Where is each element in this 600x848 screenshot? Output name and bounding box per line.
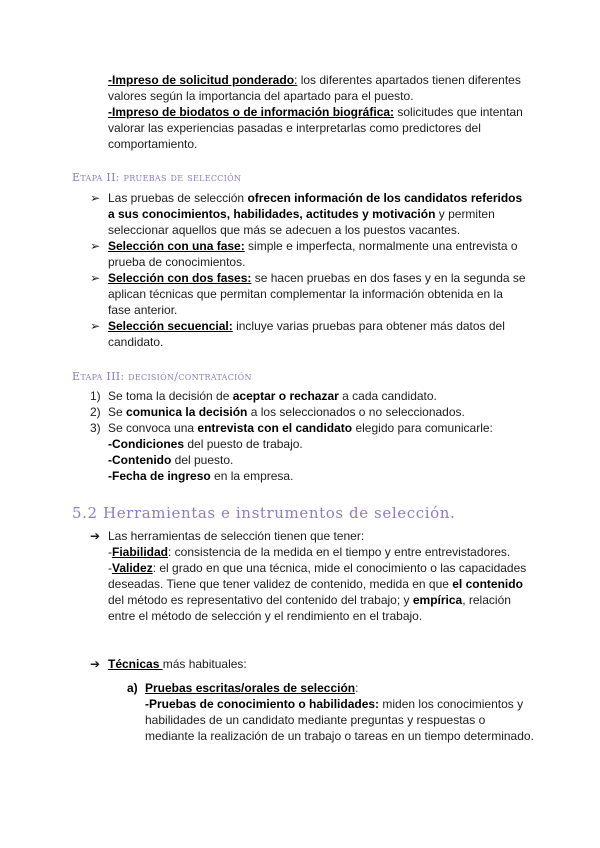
pruebas-escritas-title: Pruebas escritas/orales de selección (145, 681, 356, 695)
etapa-3-item-3-text-c: elegido para comunicarle: (352, 421, 493, 435)
etapa-2-item-1-bold: ofrecen información de los candidatos referidos a sus conocimientos, habilidades, actitudes y motivación (108, 191, 523, 221)
etapa-2-item-2 (108, 238, 528, 270)
pruebas-conocimiento-text: miden los conocimientos y habilidades de un candidato mediante preguntas y respuestas o mediante la realización de un trabajo o tareas en un tiempo determinado. (145, 697, 534, 743)
etapa-3-item-3-bold: entrevista con el candidato (197, 421, 353, 435)
seleccion-dos-fases-term: Selección con dos fases: (108, 271, 252, 285)
bullet-icon: ➢ (90, 239, 101, 253)
etapa-2-item-1-text-c: y permiten seleccionar aquellos que más se adecuen a los puestos vacantes. (108, 207, 495, 237)
tecnicas-text: más habituales: (162, 657, 247, 671)
contenido-line (108, 452, 528, 468)
etapa-3-item-1-bold: aceptar o rechazar (232, 389, 339, 403)
etapa-3-item-2-text-c: a los seleccionados o no seleccionados. (247, 405, 465, 419)
condiciones-line (108, 436, 528, 452)
list-number: 3) (90, 421, 101, 435)
etapa-2-item-4 (108, 318, 528, 350)
etapa-3-item-1-text-a: Se toma la decisión de (108, 389, 233, 403)
pruebas-escritas-colon: : (355, 681, 359, 695)
el-contenido-term: el contenido (452, 577, 523, 591)
impreso-ponderado-term: -Impreso de solicitud ponderado (108, 73, 295, 87)
list-number: 2) (90, 405, 101, 419)
validez-text-c: , relación entre el método de selección y el rendimiento en el trabajo. (108, 593, 511, 623)
condiciones-text: del puesto de trabajo. (184, 437, 303, 451)
impreso-ponderado-text: los diferentes apartados tienen diferentes valores según la importancia del apartado para el puesto. (108, 73, 521, 103)
validez-term: Validez (112, 561, 153, 575)
seleccion-una-fase-text: simple e imperfecta, normalmente una entrevista o prueba de conocimientos. (108, 239, 518, 269)
condiciones-term: -Condiciones (108, 437, 185, 451)
fecha-ingreso-text: en la empresa. (210, 469, 294, 483)
bullet-icon: ➢ (90, 319, 101, 333)
etapa-2-item-1 (108, 190, 528, 238)
bullet-icon: ➢ (90, 271, 101, 285)
pruebas-conocimiento-paragraph (145, 696, 535, 744)
pruebas-conocimiento-term: -Pruebas de conocimiento o habilidades: (145, 697, 380, 711)
etapa-3-item-2-bold: comunica la decisión (126, 405, 248, 419)
impreso-biodatos-term: -Impreso de biodatos o de información biográfica: (108, 105, 395, 119)
seleccion-secuencial-text: incluye varias pruebas para obtener más datos del candidato. (108, 319, 505, 349)
etapa-3-item-1-text-c: a cada candidato. (338, 389, 437, 403)
contenido-text: del puesto. (171, 453, 234, 467)
fiabilidad-term: Fiabilidad (112, 545, 169, 559)
etapa-3-item-2 (108, 404, 528, 420)
etapa-3-item-3 (108, 420, 528, 436)
seleccion-secuencial-term: Selección secuencial: (108, 319, 233, 333)
etapa-3-heading: Etapa III: decisión/contratación (72, 370, 252, 383)
validez-dash: - (108, 561, 112, 575)
arrow-icon: ➔ (90, 529, 101, 543)
empirica-term: empírica (412, 593, 463, 607)
etapa-3-item-2-text-a: Se (108, 405, 127, 419)
fiabilidad-dash: - (108, 545, 112, 559)
tecnicas-term: Técnicas (108, 657, 163, 671)
fecha-ingreso-line (108, 468, 528, 484)
arrow-icon: ➔ (90, 657, 101, 671)
validez-text-a: : el grado en que una técnica, mide el conocimiento o las capacidades deseadas. Tiene que tener validez de contenido, medida en que (108, 561, 527, 591)
section-5-2-title: 5.2 Herramientas e instrumentos de selección. (72, 504, 456, 522)
fecha-ingreso-term: -Fecha de ingreso (108, 469, 211, 483)
seleccion-una-fase-term: Selección con una fase: (108, 239, 245, 253)
impreso-ponderado-paragraph: -Impreso de solicitud ponderado: los diferentes apartados tienen diferentes valores según la importancia del apartado para el puesto. (108, 73, 521, 103)
validez-text-b: del método es representativo del contenido del trabajo; y (108, 593, 413, 607)
list-number: 1) (90, 389, 101, 403)
etapa-3-item-1 (108, 388, 528, 404)
validez-paragraph (108, 560, 528, 624)
fiabilidad-line (108, 544, 528, 560)
etapa-2-heading: Etapa II: pruebas de selección (72, 171, 242, 184)
etapa-2-item-3 (108, 270, 528, 318)
impreso-biodatos-paragraph (108, 104, 528, 152)
impreso-biodatos-text: solicitudes que intentan valorar las experiencias pasadas e interpretarlas como predictores del comportamiento. (108, 105, 523, 151)
etapa-2-item-1-text-a: Las pruebas de selección (108, 191, 248, 205)
seleccion-dos-fases-text: se hacen pruebas en dos fases y en la segunda se aplican técnicas que permitan complementar la información obtenida en la fase anterior. (108, 271, 526, 317)
list-letter: a) (127, 681, 138, 695)
bullet-icon: ➢ (90, 191, 101, 205)
etapa-3-item-3-text-a: Se convoca una (108, 421, 198, 435)
herramientas-intro: Las herramientas de selección tienen que tener: (108, 529, 365, 543)
contenido-term: -Contenido (108, 453, 172, 467)
tecnicas-line (108, 656, 528, 672)
pruebas-escritas-title-line (145, 680, 535, 696)
fiabilidad-text: : consistencia de la medida en el tiempo y entre entrevistadores. (168, 545, 511, 559)
